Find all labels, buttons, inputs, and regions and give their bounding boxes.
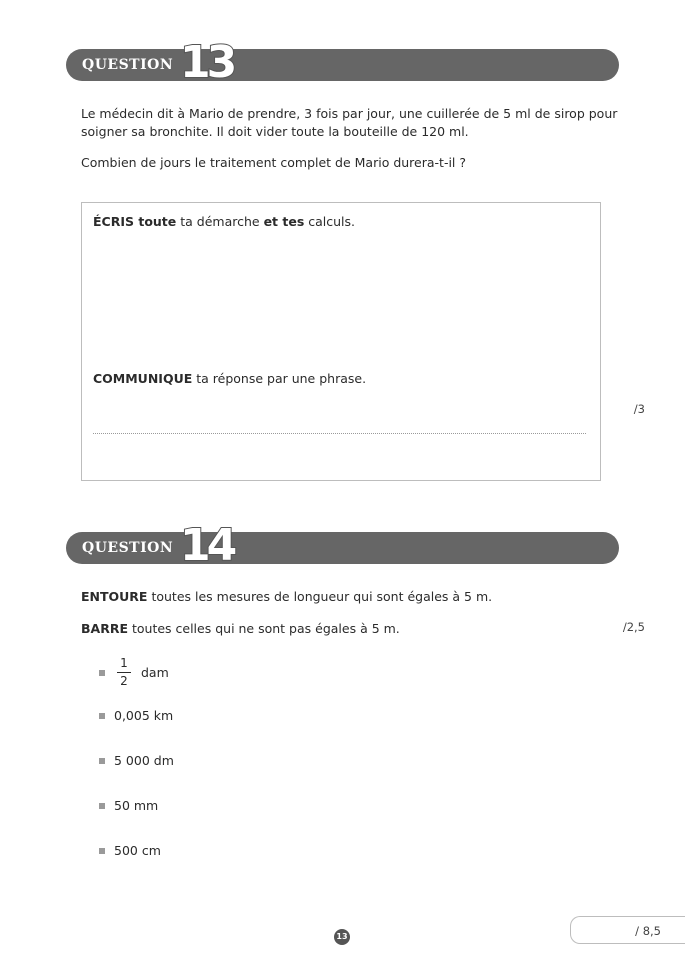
- question-14-score: /2,5: [622, 620, 645, 634]
- communique-instruction: [93, 369, 366, 388]
- measure-item[interactable]: 0,005 km: [114, 708, 174, 723]
- total-score-box: [570, 916, 685, 944]
- barre-instruction: [81, 619, 400, 638]
- page-number: 13: [334, 929, 350, 945]
- barre-text: toutes celles qui ne sont pas égales à 5 m.: [128, 621, 400, 636]
- measure-item[interactable]: 5 000 dm: [114, 753, 174, 768]
- entoure-bold: ENTOURE: [81, 589, 148, 604]
- bullet-icon: [99, 848, 105, 854]
- communique-text: ta réponse par une phrase.: [192, 371, 367, 386]
- fraction-bar: [117, 672, 131, 673]
- entoure-text: toutes les mesures de longueur qui sont égales à 5 m.: [147, 589, 493, 604]
- ecris-bold-2: et tes: [263, 214, 305, 229]
- fraction-item[interactable]: [117, 656, 131, 689]
- question-13-score: /3: [633, 402, 645, 416]
- fraction-numerator: 1: [120, 656, 128, 670]
- fraction-denominator: 2: [120, 674, 128, 688]
- barre-bold: BARRE: [81, 621, 128, 636]
- ecris-bold-1: ÉCRIS toute: [93, 214, 177, 229]
- total-score: / 8,5: [635, 924, 661, 938]
- question-14-number: 14: [180, 520, 234, 571]
- bullet-icon: [99, 670, 105, 676]
- bullet-icon: [99, 713, 105, 719]
- communique-bold: COMMUNIQUE: [93, 371, 193, 386]
- entoure-instruction: [81, 587, 492, 606]
- measure-item[interactable]: 500 cm: [114, 843, 161, 858]
- ecris-instruction: [93, 212, 355, 231]
- question-13-statement-line1: Le médecin dit à Mario de prendre, 3 fois par jour, une cuillerée de 5 ml de sirop pour: [81, 106, 618, 121]
- question-13-label: QUESTION: [82, 57, 174, 73]
- measure-item[interactable]: 50 mm: [114, 798, 159, 813]
- bullet-icon: [99, 758, 105, 764]
- fraction-unit: dam: [141, 665, 169, 680]
- ecris-text-2: calculs.: [304, 214, 355, 229]
- question-14-label: QUESTION: [82, 540, 174, 556]
- ecris-text-1: ta démarche: [176, 214, 264, 229]
- answer-line[interactable]: [93, 433, 586, 434]
- answer-box[interactable]: [81, 202, 601, 481]
- question-13-question: Combien de jours le traitement complet de Mario durera-t-il ?: [81, 155, 467, 170]
- question-13-number: 13: [180, 37, 234, 88]
- bullet-icon: [99, 803, 105, 809]
- question-13-statement-line2: soigner sa bronchite. Il doit vider toute la bouteille de 120 ml.: [81, 124, 469, 139]
